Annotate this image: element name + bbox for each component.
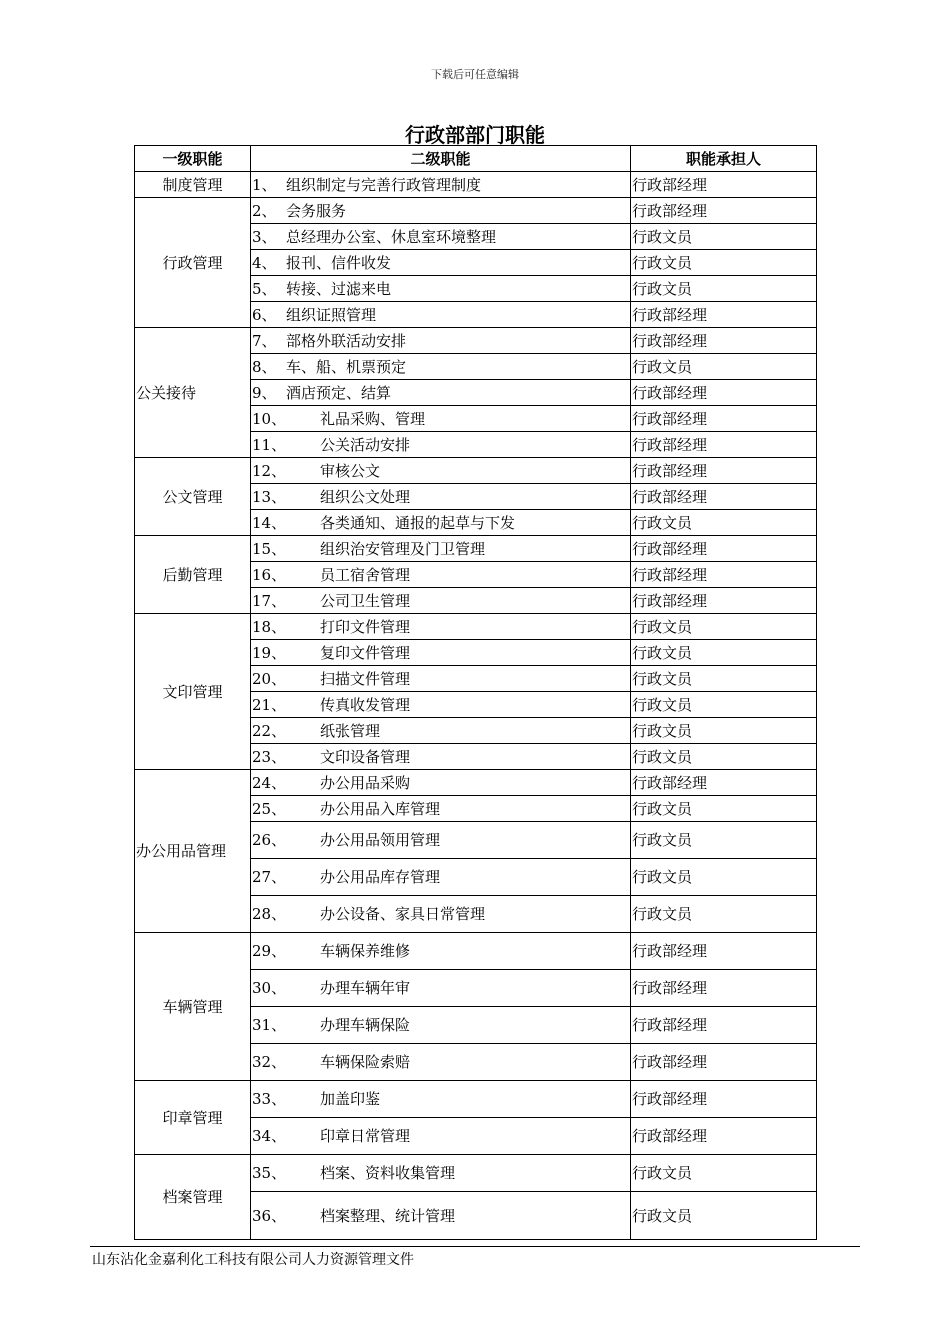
task-label: 办公用品领用管理 bbox=[320, 831, 441, 849]
task-cell bbox=[251, 1081, 631, 1118]
task-cell bbox=[251, 822, 631, 859]
owner-cell: 行政文员 bbox=[631, 822, 817, 859]
task-cell bbox=[251, 640, 631, 666]
footer-text: 山东沾化金嘉利化工科技有限公司人力资源管理文件 bbox=[92, 1252, 414, 1268]
task-label: 复印文件管理 bbox=[320, 643, 411, 662]
task-label: 员工宿舍管理 bbox=[320, 565, 411, 584]
category-cell: 办公用品管理 bbox=[135, 770, 251, 933]
task-number: 17、 bbox=[252, 591, 287, 610]
category-cell: 档案管理 bbox=[135, 1155, 251, 1240]
owner-cell: 行政文员 bbox=[631, 692, 817, 718]
task-number: 15、 bbox=[252, 539, 287, 558]
task-label: 加盖印鉴 bbox=[320, 1090, 381, 1108]
column-header: 职能承担人 bbox=[631, 146, 817, 172]
task-cell bbox=[251, 224, 631, 250]
task-label: 办公用品库存管理 bbox=[320, 868, 441, 886]
task-number: 11、 bbox=[252, 435, 287, 454]
task-label: 打印文件管理 bbox=[320, 617, 411, 636]
table-row bbox=[135, 1155, 817, 1192]
task-number: 22、 bbox=[252, 721, 287, 740]
task-label: 报刊、信件收发 bbox=[286, 253, 392, 272]
task-number: 30、 bbox=[252, 979, 287, 997]
task-cell bbox=[251, 666, 631, 692]
task-label: 纸张管理 bbox=[320, 721, 381, 740]
task-cell bbox=[251, 859, 631, 896]
category-cell: 制度管理 bbox=[135, 172, 251, 198]
task-number: 14、 bbox=[252, 513, 287, 532]
owner-cell: 行政文员 bbox=[631, 354, 817, 380]
task-cell bbox=[251, 406, 631, 432]
task-cell bbox=[251, 718, 631, 744]
table-row bbox=[135, 1081, 817, 1118]
category-cell: 公文管理 bbox=[135, 458, 251, 536]
task-number: 18、 bbox=[252, 617, 287, 636]
category-cell: 印章管理 bbox=[135, 1081, 251, 1155]
owner-cell: 行政文员 bbox=[631, 614, 817, 640]
task-label: 印章日常管理 bbox=[320, 1127, 411, 1145]
task-cell bbox=[251, 896, 631, 933]
owner-cell: 行政文员 bbox=[631, 896, 817, 933]
owner-cell: 行政文员 bbox=[631, 718, 817, 744]
task-cell bbox=[251, 198, 631, 224]
task-label: 传真收发管理 bbox=[320, 695, 411, 714]
task-cell bbox=[251, 1044, 631, 1081]
owner-cell: 行政文员 bbox=[631, 640, 817, 666]
task-number: 24、 bbox=[252, 773, 287, 792]
task-number: 34、 bbox=[252, 1127, 287, 1145]
task-number: 29、 bbox=[252, 942, 287, 960]
task-label: 文印设备管理 bbox=[320, 747, 411, 766]
task-cell bbox=[251, 172, 631, 198]
owner-cell: 行政部经理 bbox=[631, 1118, 817, 1155]
owner-cell: 行政部经理 bbox=[631, 380, 817, 406]
owner-cell: 行政部经理 bbox=[631, 562, 817, 588]
table-row bbox=[135, 614, 817, 640]
task-cell bbox=[251, 536, 631, 562]
task-cell bbox=[251, 970, 631, 1007]
task-label: 礼品采购、管理 bbox=[320, 409, 426, 428]
task-label: 车辆保险索赔 bbox=[320, 1053, 411, 1071]
task-cell bbox=[251, 796, 631, 822]
owner-cell: 行政部经理 bbox=[631, 970, 817, 1007]
task-cell bbox=[251, 770, 631, 796]
task-label: 档案、资料收集管理 bbox=[320, 1164, 456, 1182]
task-label: 组织公文处理 bbox=[320, 487, 411, 506]
task-label: 扫描文件管理 bbox=[320, 669, 411, 688]
duties-table bbox=[134, 145, 817, 1240]
task-label: 转接、过滤来电 bbox=[286, 279, 392, 298]
owner-cell: 行政部经理 bbox=[631, 588, 817, 614]
task-cell bbox=[251, 276, 631, 302]
task-label: 车辆保养维修 bbox=[320, 942, 411, 960]
category-cell: 公关接待 bbox=[135, 328, 251, 458]
task-number: 28、 bbox=[252, 905, 287, 923]
task-number: 32、 bbox=[252, 1053, 287, 1071]
task-number: 19、 bbox=[252, 643, 287, 662]
task-cell bbox=[251, 250, 631, 276]
owner-cell: 行政部经理 bbox=[631, 1081, 817, 1118]
owner-cell: 行政部经理 bbox=[631, 536, 817, 562]
task-number: 3、 bbox=[252, 227, 277, 246]
owner-cell: 行政文员 bbox=[631, 224, 817, 250]
task-cell bbox=[251, 562, 631, 588]
task-number: 33、 bbox=[252, 1090, 287, 1108]
owner-cell: 行政部经理 bbox=[631, 1007, 817, 1044]
owner-cell: 行政部经理 bbox=[631, 328, 817, 354]
task-number: 20、 bbox=[252, 669, 287, 688]
task-number: 23、 bbox=[252, 747, 287, 766]
task-number: 26、 bbox=[252, 831, 287, 849]
table-row bbox=[135, 933, 817, 970]
owner-cell: 行政文员 bbox=[631, 1155, 817, 1192]
task-number: 35、 bbox=[252, 1164, 287, 1182]
task-label: 总经理办公室、休息室环境整理 bbox=[286, 227, 497, 246]
task-number: 5、 bbox=[252, 279, 277, 298]
task-cell bbox=[251, 933, 631, 970]
task-number: 21、 bbox=[252, 695, 287, 714]
category-cell: 行政管理 bbox=[135, 198, 251, 328]
task-cell bbox=[251, 1155, 631, 1192]
category-cell: 后勤管理 bbox=[135, 536, 251, 614]
task-label: 办公设备、家具日常管理 bbox=[320, 905, 486, 923]
task-cell bbox=[251, 354, 631, 380]
task-number: 13、 bbox=[252, 487, 287, 506]
owner-cell: 行政文员 bbox=[631, 276, 817, 302]
table-row bbox=[135, 328, 817, 354]
task-number: 2、 bbox=[252, 201, 277, 220]
task-label: 酒店预定、结算 bbox=[286, 383, 392, 402]
footer-divider bbox=[90, 1246, 860, 1247]
owner-cell: 行政部经理 bbox=[631, 458, 817, 484]
task-number: 6、 bbox=[252, 305, 277, 324]
task-label: 办理车辆保险 bbox=[320, 1016, 411, 1034]
column-header: 二级职能 bbox=[251, 146, 631, 172]
task-label: 会务服务 bbox=[286, 201, 347, 220]
task-cell bbox=[251, 484, 631, 510]
owner-cell: 行政文员 bbox=[631, 1192, 817, 1240]
task-cell bbox=[251, 458, 631, 484]
task-cell bbox=[251, 328, 631, 354]
task-label: 公司卫生管理 bbox=[320, 591, 411, 610]
task-number: 7、 bbox=[252, 331, 277, 350]
owner-cell: 行政部经理 bbox=[631, 770, 817, 796]
owner-cell: 行政文员 bbox=[631, 510, 817, 536]
task-cell bbox=[251, 744, 631, 770]
task-cell bbox=[251, 1192, 631, 1240]
task-number: 10、 bbox=[252, 409, 287, 428]
owner-cell: 行政部经理 bbox=[631, 198, 817, 224]
owner-cell: 行政部经理 bbox=[631, 302, 817, 328]
task-label: 部格外联活动安排 bbox=[286, 331, 407, 350]
category-cell: 文印管理 bbox=[135, 614, 251, 770]
task-label: 各类通知、通报的起草与下发 bbox=[320, 513, 516, 532]
task-cell bbox=[251, 1007, 631, 1044]
owner-cell: 行政部经理 bbox=[631, 172, 817, 198]
task-cell bbox=[251, 302, 631, 328]
table-header-row bbox=[135, 146, 817, 172]
task-number: 16、 bbox=[252, 565, 287, 584]
table-row bbox=[135, 458, 817, 484]
task-label: 办公用品采购 bbox=[320, 773, 411, 792]
category-cell: 车辆管理 bbox=[135, 933, 251, 1081]
task-number: 36、 bbox=[252, 1206, 287, 1225]
owner-cell: 行政文员 bbox=[631, 859, 817, 896]
task-label: 公关活动安排 bbox=[320, 435, 411, 454]
task-number: 9、 bbox=[252, 383, 277, 402]
table-row bbox=[135, 198, 817, 224]
page-title: 行政部部门职能 bbox=[405, 123, 545, 147]
column-header: 一级职能 bbox=[135, 146, 251, 172]
owner-cell: 行政文员 bbox=[631, 250, 817, 276]
task-number: 4、 bbox=[252, 253, 277, 272]
task-label: 办公用品入库管理 bbox=[320, 799, 441, 818]
owner-cell: 行政文员 bbox=[631, 666, 817, 692]
owner-cell: 行政部经理 bbox=[631, 933, 817, 970]
table-row bbox=[135, 536, 817, 562]
task-cell bbox=[251, 380, 631, 406]
owner-cell: 行政部经理 bbox=[631, 1044, 817, 1081]
task-label: 车、船、机票预定 bbox=[286, 357, 407, 376]
task-number: 12、 bbox=[252, 461, 287, 480]
task-cell bbox=[251, 614, 631, 640]
owner-cell: 行政部经理 bbox=[631, 432, 817, 458]
header-note: 下载后可任意编辑 bbox=[431, 68, 519, 81]
owner-cell: 行政部经理 bbox=[631, 406, 817, 432]
task-number: 1、 bbox=[252, 175, 277, 194]
table-row bbox=[135, 770, 817, 796]
task-label: 组织证照管理 bbox=[286, 305, 377, 324]
task-cell bbox=[251, 432, 631, 458]
task-number: 31、 bbox=[252, 1016, 287, 1034]
task-cell bbox=[251, 510, 631, 536]
task-cell bbox=[251, 1118, 631, 1155]
task-label: 组织治安管理及门卫管理 bbox=[320, 539, 486, 558]
task-label: 组织制定与完善行政管理制度 bbox=[286, 175, 482, 194]
task-label: 档案整理、统计管理 bbox=[320, 1206, 456, 1225]
owner-cell: 行政文员 bbox=[631, 796, 817, 822]
task-number: 27、 bbox=[252, 868, 287, 886]
task-number: 8、 bbox=[252, 357, 277, 376]
task-number: 25、 bbox=[252, 799, 287, 818]
task-label: 审核公文 bbox=[320, 461, 381, 480]
task-label: 办理车辆年审 bbox=[320, 979, 411, 997]
task-cell bbox=[251, 588, 631, 614]
owner-cell: 行政文员 bbox=[631, 744, 817, 770]
owner-cell: 行政部经理 bbox=[631, 484, 817, 510]
table-row bbox=[135, 172, 817, 198]
task-cell bbox=[251, 692, 631, 718]
